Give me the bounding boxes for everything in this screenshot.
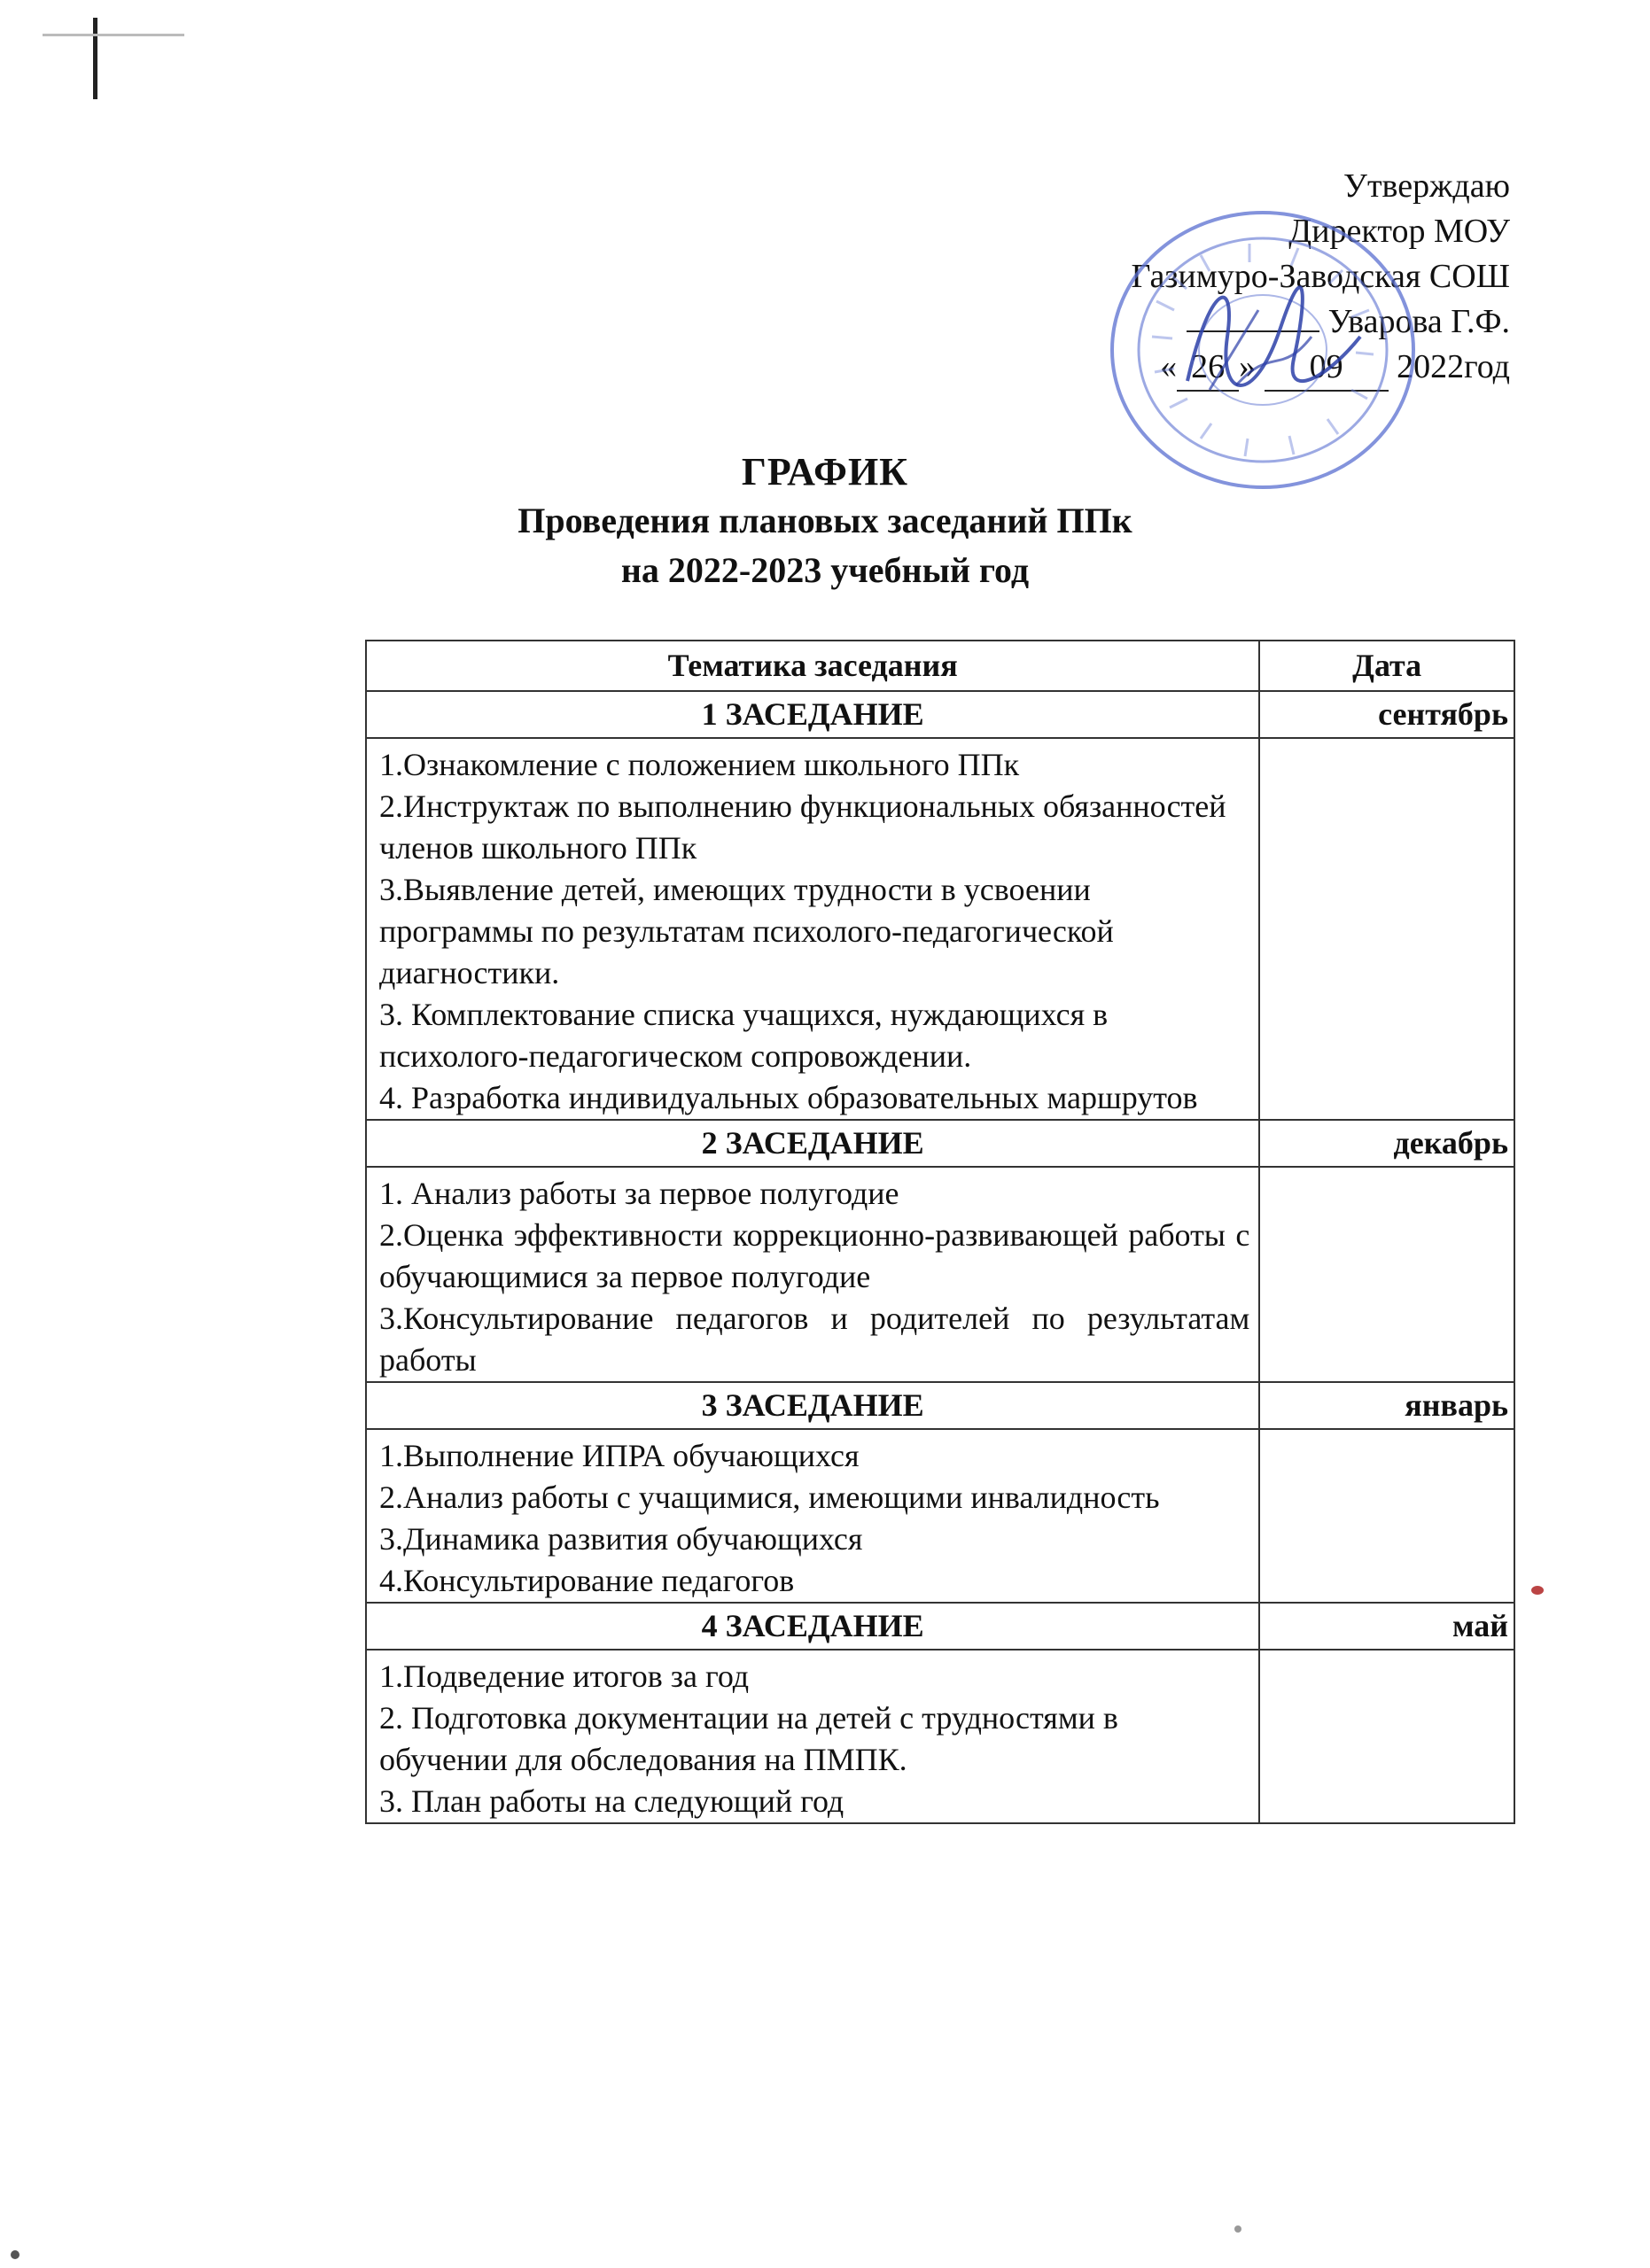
agenda-item: 3.Динамика развития обучающихся bbox=[379, 1521, 863, 1557]
empty-date-cell bbox=[1259, 1167, 1514, 1382]
agenda-item: 2.Анализ работы с учащимися, имеющими инвалидность bbox=[379, 1480, 1160, 1515]
session-title-row bbox=[366, 1120, 1514, 1167]
school-name: Газимуро-Заводская СОШ bbox=[1131, 258, 1510, 295]
date-month: 09 bbox=[1265, 345, 1389, 392]
date-close-quote: » bbox=[1239, 348, 1257, 385]
session-title: 2 ЗАСЕДАНИЕ bbox=[366, 1120, 1259, 1167]
agenda-item: 1. Анализ работы за первое полугодие bbox=[379, 1176, 899, 1211]
ink-speck bbox=[1531, 1586, 1544, 1595]
session-items-row bbox=[366, 1650, 1514, 1823]
session-month: январь bbox=[1259, 1382, 1514, 1429]
session-items bbox=[366, 1650, 1259, 1823]
session-items bbox=[366, 1429, 1259, 1603]
session-month: сентябрь bbox=[1259, 691, 1514, 738]
agenda-item: 4. Разработка индивидуальных образовательных маршрутов bbox=[379, 1080, 1198, 1115]
agenda-item: 1.Ознакомление с положением школьного ППк bbox=[379, 747, 1020, 782]
session-title: 1 ЗАСЕДАНИЕ bbox=[366, 691, 1259, 738]
date-year: 2022год bbox=[1397, 348, 1510, 385]
dust-speck bbox=[1234, 2225, 1241, 2233]
session-title: 4 ЗАСЕДАНИЕ bbox=[366, 1603, 1259, 1650]
empty-date-cell bbox=[1259, 1650, 1514, 1823]
academic-year: на 2022-2023 учебный год bbox=[620, 550, 1030, 590]
agenda-item: 4.Консультирование педагогов bbox=[379, 1563, 795, 1598]
empty-date-cell bbox=[1259, 738, 1514, 1120]
agenda-item: 3. План работы на следующий год bbox=[379, 1783, 844, 1819]
agenda-item: 2.Оценка эффективности коррекционно-развивающей работы с обучающимися за первое полугодие bbox=[379, 1217, 1250, 1294]
column-header-topic: Тематика заседания bbox=[366, 641, 1259, 691]
agenda-item: 3.Выявление детей, имеющих трудности в усвоении программы по результатам психолого-педагогической диагностики. bbox=[379, 872, 1114, 990]
session-items bbox=[366, 1167, 1259, 1382]
agenda-item: 1.Выполнение ИПРА обучающихся bbox=[379, 1438, 860, 1473]
date-day: 26 bbox=[1177, 345, 1239, 392]
meetings-schedule-table bbox=[365, 640, 1515, 1824]
director-name: Уварова Г.Ф. bbox=[1327, 303, 1510, 340]
session-title-row bbox=[366, 1382, 1514, 1429]
dust-speck bbox=[11, 2250, 19, 2259]
agenda-item: 2.Инструктаж по выполнению функциональных обязанностей членов школьного ППк bbox=[379, 788, 1226, 866]
scan-edge-mark bbox=[93, 18, 97, 99]
session-items-row bbox=[366, 1429, 1514, 1603]
scan-edge-line bbox=[43, 34, 184, 36]
agenda-item: 2. Подготовка документации на детей с трудностями в обучении для обследования на ПМПК. bbox=[379, 1700, 1118, 1777]
approval-word: Утверждаю bbox=[1343, 167, 1510, 205]
agenda-item: 3.Консультирование педагогов и родителей по результатам работы bbox=[379, 1301, 1250, 1378]
document-subtitle: Проведения плановых заседаний ППк bbox=[518, 501, 1132, 540]
session-title-row bbox=[366, 691, 1514, 738]
session-month: декабрь bbox=[1259, 1120, 1514, 1167]
session-items-row bbox=[366, 1167, 1514, 1382]
session-items-row bbox=[366, 738, 1514, 1120]
session-items bbox=[366, 738, 1259, 1120]
empty-date-cell bbox=[1259, 1429, 1514, 1603]
date-open-quote: « bbox=[1160, 348, 1178, 385]
document-title: ГРАФИК bbox=[741, 450, 909, 493]
table-header-row bbox=[366, 641, 1514, 691]
director-title: Директор МОУ bbox=[1288, 213, 1510, 250]
document-heading bbox=[0, 447, 1650, 595]
session-title: 3 ЗАСЕДАНИЕ bbox=[366, 1382, 1259, 1429]
agenda-item: 3. Комплектование списка учащихся, нуждающихся в психолого-педагогическом сопровождении. bbox=[379, 997, 1109, 1074]
session-month: май bbox=[1259, 1603, 1514, 1650]
session-title-row bbox=[366, 1603, 1514, 1650]
agenda-item: 1.Подведение итогов за год bbox=[379, 1658, 750, 1694]
column-header-date: Дата bbox=[1259, 641, 1514, 691]
